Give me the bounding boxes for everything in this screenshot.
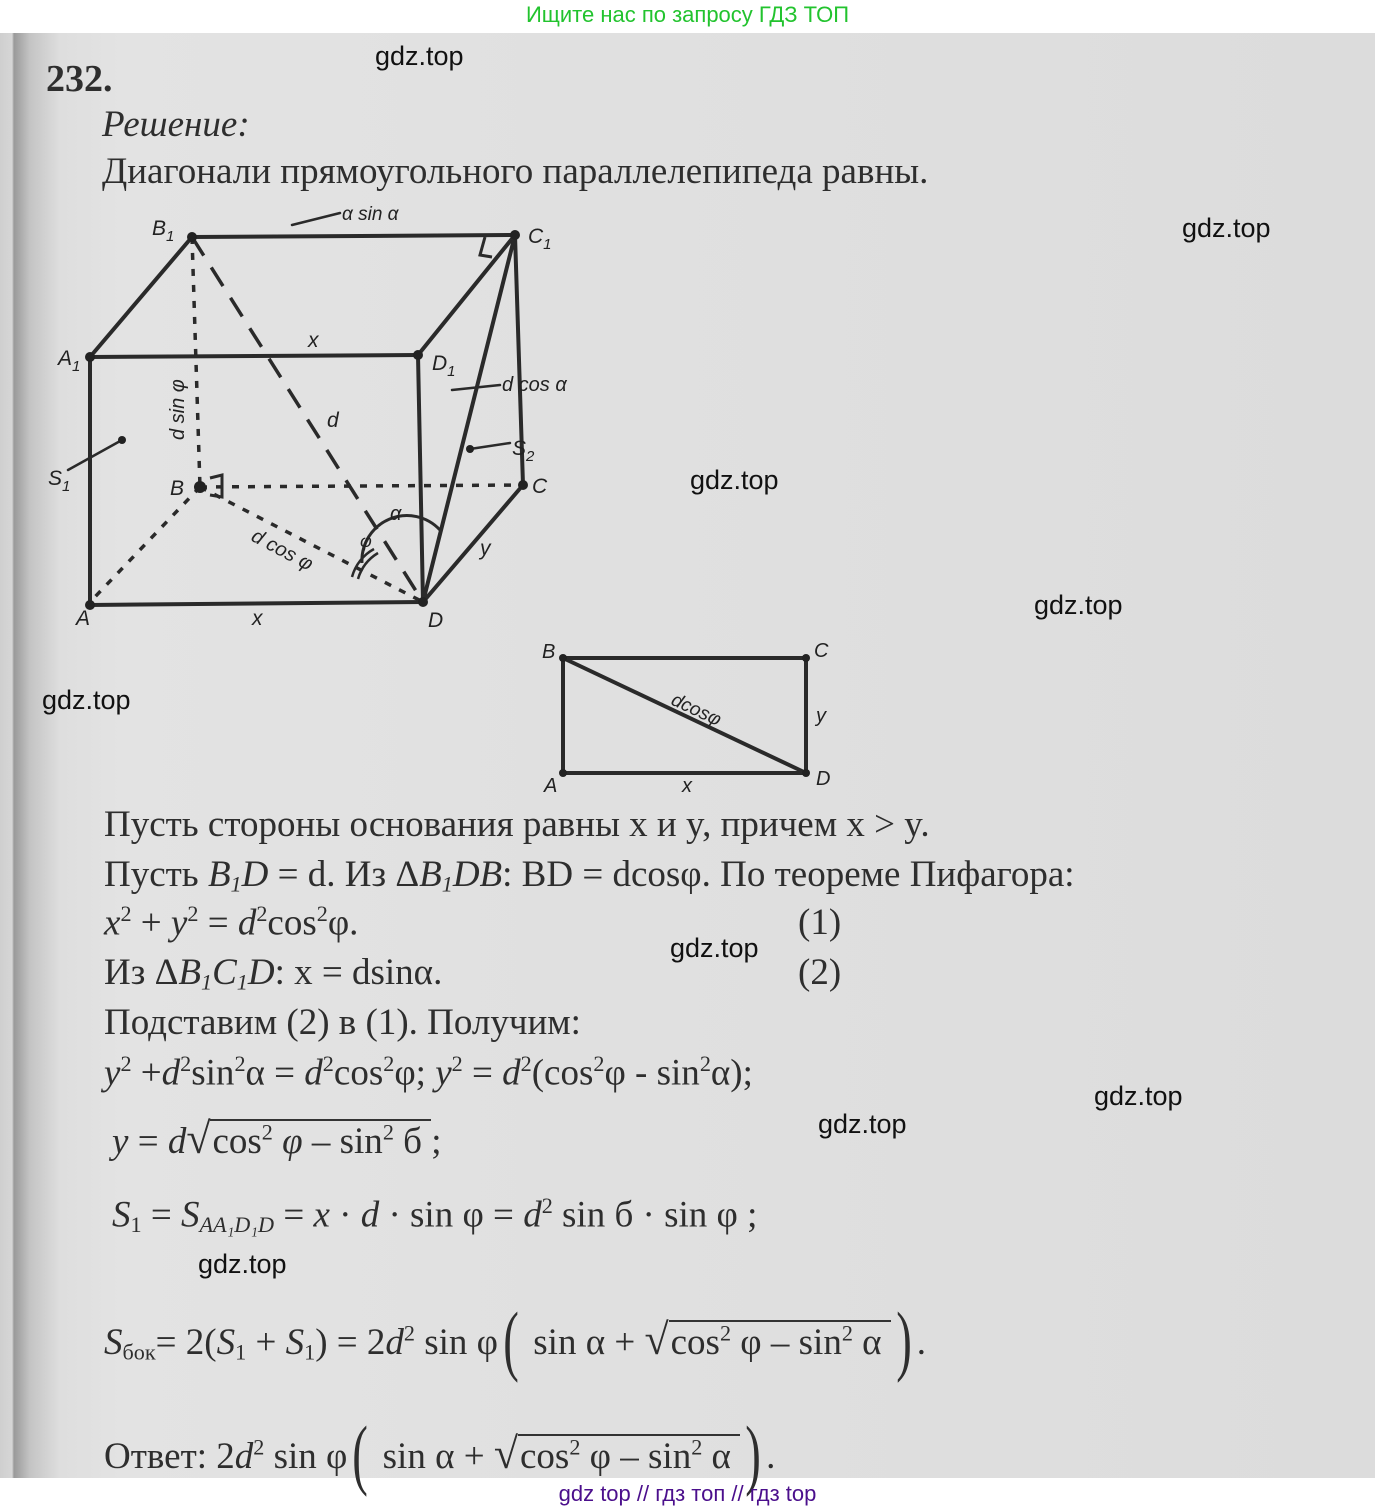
label-B: B — [170, 477, 185, 500]
equation-1-number: (1) — [798, 902, 842, 943]
rect-label-y: y — [816, 705, 826, 727]
label-x-bottom: x — [252, 607, 263, 630]
line-diagonal: Пусть $B_1D = d$. Из $\Delta B_1DB$: BD = dcosφ. По теореме Пифагора: — [104, 854, 1075, 897]
svg-text:A1: $A_1$ — [58, 347, 81, 375]
label-D: D — [428, 609, 444, 632]
equation-2: Из $\Delta B_1C_1D$: x = dsinα. — [104, 952, 443, 995]
label-C1: C — [528, 225, 544, 248]
label-top-edge: α sin α — [342, 204, 399, 225]
watermark: gdz.top — [375, 41, 464, 71]
solution-label: Решение: — [102, 104, 250, 145]
rect-label-x: x — [682, 775, 692, 797]
label-A1: A — [58, 347, 73, 370]
watermark: gdz.top — [670, 933, 759, 963]
rect-label-diag: dcosφ — [667, 689, 725, 731]
intro-text: Диагонали прямоугольного параллелепипеда равны. — [102, 151, 929, 192]
label-d: d — [327, 409, 339, 432]
parallelepiped-diagram — [40, 195, 660, 635]
line-sides: Пусть стороны основания равны x и y, причем x > y. — [104, 804, 930, 845]
svg-text:S2: $S_2$ — [512, 437, 535, 465]
bottom-banner: gdz top // гдз топ // гдз top — [558, 1481, 817, 1506]
answer-line: Ответ: $2d^2$ sin φ( $\sin \alpha + √\cos^2$ φ – $\sin^2 \alpha$ ) . — [104, 1410, 776, 1497]
watermark: gdz.top — [42, 685, 131, 715]
label-x-top: x — [308, 329, 319, 352]
svg-text:S1: $S_1$ — [48, 467, 71, 495]
svg-text:D1: $D_1$ — [432, 352, 456, 380]
svg-text:B1: $B_1$ — [152, 217, 175, 245]
problem-number: 232. — [46, 58, 113, 100]
equation-lateral-area: $S_{бок}= 2(S_1 + S_1) = 2d^2$ sin φ( $\sin \alpha + √\cos^2$ φ – $\sin^2 \alpha$ ) . — [104, 1296, 927, 1383]
label-A: A — [76, 607, 91, 630]
label-S1: S — [48, 467, 63, 490]
watermark: gdz.top — [1182, 213, 1271, 243]
rect-label-D: D — [816, 768, 831, 790]
label-B1: B — [152, 217, 167, 240]
label-alpha: α — [390, 503, 402, 525]
label-y: y — [480, 537, 491, 560]
equation-s1: $S_1 = S_{AA_1D_1D} = x \cdot d \cdot \sin \varphi = d^2$ sin б · sin φ ; — [112, 1193, 758, 1237]
watermark: gdz.top — [690, 465, 779, 495]
rect-label-B: B — [542, 641, 556, 663]
label-d-sin-phi: d sin φ — [167, 379, 189, 440]
watermark: gdz.top — [818, 1109, 907, 1139]
watermark: gdz.top — [1034, 590, 1123, 620]
label-S2: S — [512, 437, 527, 460]
label-d-cos-alpha: d cos α — [502, 374, 567, 396]
label-C: C — [532, 475, 548, 498]
rect-label-A: A — [544, 775, 558, 797]
equation-2-number: (2) — [798, 952, 842, 993]
top-banner: Ищите нас по запросу ГДЗ ТОП — [525, 2, 850, 27]
rect-label-C: C — [814, 640, 829, 662]
label-D1: D — [432, 352, 448, 375]
base-rectangle-diagram — [530, 630, 850, 800]
line-substitute: Подставим (2) в (1). Получим: — [104, 1002, 581, 1043]
equation-y-squared: $y^2 +d^2\sin^2\alpha = d^2\cos^2\varphi$; $y^2 = d^2(\cos^2\varphi - \sin^2\alpha)$; — [104, 1051, 753, 1094]
svg-text:C1: $C_1$ — [528, 225, 552, 253]
equation-y: $y = d√\cos^2$ φ – $\sin^2 б$ ; — [112, 1114, 442, 1163]
equation-1: $x^2 + y^2 = d^2\cos^2\varphi$. — [104, 901, 359, 944]
label-phi: φ — [360, 531, 372, 551]
watermark: gdz.top — [198, 1249, 287, 1279]
label-d-cos-phi: d cos φ — [247, 524, 317, 576]
watermark: gdz.top — [1094, 1081, 1183, 1111]
